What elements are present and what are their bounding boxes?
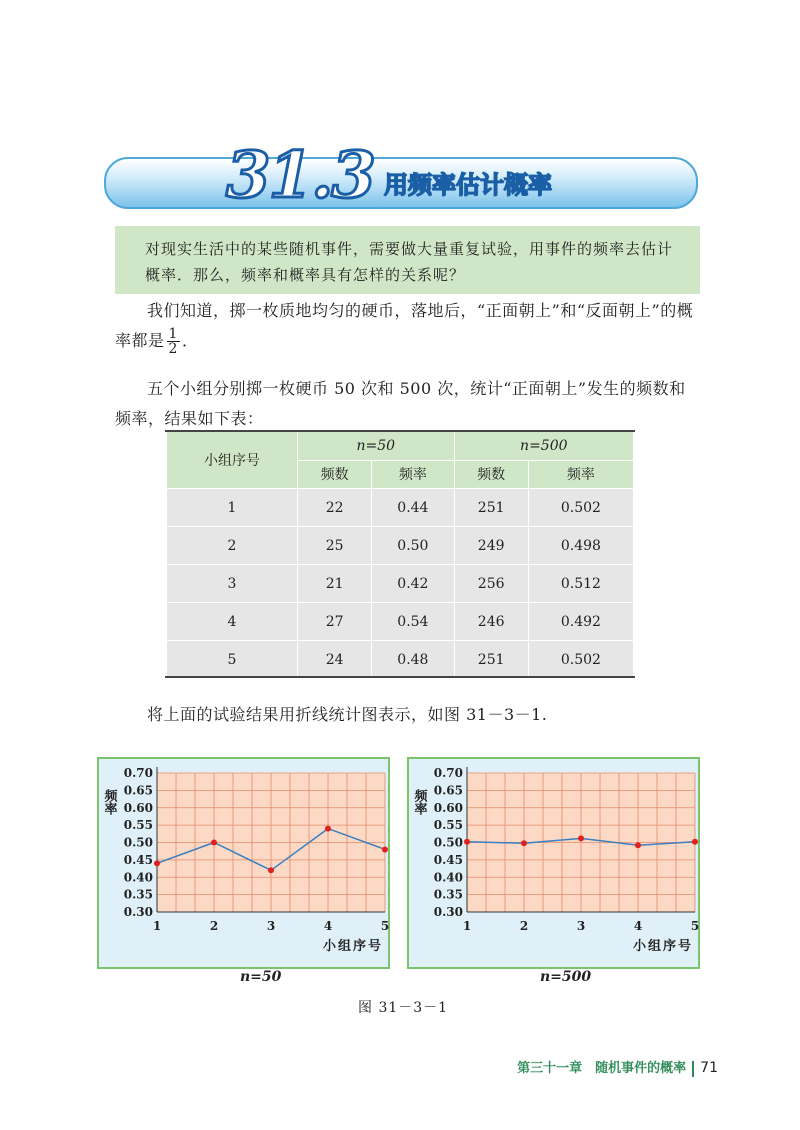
chart-caption-n50: [240, 969, 281, 985]
cell: 251: [454, 641, 528, 679]
data-point: [325, 826, 331, 832]
page-number: 71: [700, 1060, 718, 1076]
paragraph-coin: [115, 296, 700, 356]
data-point: [268, 867, 274, 873]
x-tick-label: 2: [209, 919, 219, 933]
table-row: [167, 565, 634, 603]
y-tick-label: 0.50: [433, 835, 463, 850]
cell: 0.502: [528, 641, 633, 679]
y-tick-label: 0.50: [123, 835, 153, 850]
y-tick-label: 0.60: [123, 800, 153, 815]
figure-caption: 图 31－3－1: [358, 1000, 449, 1016]
paragraph-experiment: 五个小组分别掷一枚硬币 50 次和 500 次，统计“正面朝上”发生的频数和频率，结果如下表：: [115, 379, 686, 428]
paragraph-coin-text: 我们知道，掷一枚质地均匀的硬币，落地后，“正面朝上”和“反面朝上”的概率都是: [115, 301, 694, 350]
y-axis-label: 频率: [101, 789, 117, 815]
cell: 0.44: [372, 489, 454, 527]
y-tick-label: 0.35: [433, 887, 463, 902]
cell: 0.54: [372, 603, 454, 641]
x-tick-label: 3: [266, 919, 276, 933]
chart-caption-n500: [540, 969, 591, 985]
intro-box: 对现实生活中的某些随机事件，需要做大量重复试验，用事件的频率去估计概率．那么，频率和概率具有怎样的关系呢？: [115, 226, 700, 294]
cell: 0.492: [528, 603, 633, 641]
section-number: 31.3: [226, 138, 374, 213]
header-n500: [454, 432, 633, 461]
cell: 249: [454, 527, 528, 565]
chart-n50: [99, 759, 388, 967]
header-n500-label: n=500: [520, 437, 568, 454]
data-point: [635, 842, 641, 848]
cell: 256: [454, 565, 528, 603]
y-tick-label: 0.40: [433, 870, 463, 885]
cell: 27: [298, 603, 372, 641]
subheader-freq-50: 频数: [298, 460, 372, 489]
paragraph-coin-end: ．: [181, 331, 199, 350]
cell: 0.48: [372, 641, 454, 679]
x-tick-label: 5: [380, 919, 390, 933]
cell: 0.502: [528, 489, 633, 527]
y-tick-label: 0.70: [433, 766, 463, 780]
y-tick-label: 0.45: [433, 852, 463, 867]
cell: 3: [167, 565, 298, 603]
data-point: [154, 860, 160, 866]
page-footer: [517, 1057, 718, 1077]
y-tick-label: 0.45: [123, 852, 153, 867]
subheader-rate-50: 频率: [372, 460, 454, 489]
subheader-rate-500: 频率: [528, 460, 633, 489]
data-point: [382, 846, 388, 852]
table-row: [167, 603, 634, 641]
fraction-one-half: [167, 327, 180, 356]
y-tick-label: 0.65: [123, 783, 153, 798]
chart-caption-n500-text: n=500: [540, 969, 592, 985]
section-title: 用频率估计概率: [384, 171, 552, 199]
y-tick-label: 0.30: [123, 905, 153, 919]
cell: 2: [167, 527, 298, 565]
header-n50: [298, 432, 455, 461]
cell: 22: [298, 489, 372, 527]
cell: 0.512: [528, 565, 633, 603]
x-tick-label: 1: [462, 919, 472, 933]
y-tick-label: 0.70: [123, 766, 153, 780]
x-tick-label: 3: [576, 919, 586, 933]
cell: 0.498: [528, 527, 633, 565]
y-tick-label: 0.65: [433, 783, 463, 798]
header-group: 小组序号: [167, 432, 298, 489]
fraction-denominator: 2: [168, 341, 178, 357]
fraction-numerator: 1: [168, 326, 178, 342]
table-row: [167, 641, 634, 679]
y-axis-label: 频率: [411, 789, 427, 815]
cell: 246: [454, 603, 528, 641]
data-point: [521, 840, 527, 846]
header-n50-label: n=50: [356, 437, 396, 454]
data-point: [211, 840, 217, 846]
y-tick-label: 0.55: [123, 818, 153, 833]
data-point: [578, 835, 584, 841]
data-point: [692, 839, 698, 845]
y-tick-label: 0.40: [123, 870, 153, 885]
y-tick-label: 0.35: [123, 887, 153, 902]
table-row: [167, 527, 634, 565]
cell: 251: [454, 489, 528, 527]
x-tick-label: 2: [519, 919, 529, 933]
cell: 0.50: [372, 527, 454, 565]
x-tick-label: 4: [633, 919, 643, 933]
x-tick-label: 5: [690, 919, 700, 933]
x-axis-label: 小组序号: [632, 939, 693, 954]
data-point: [464, 839, 470, 845]
subheader-freq-500: 频数: [454, 460, 528, 489]
paragraph-chart-intro: 将上面的试验结果用折线统计图表示，如图 31－3－1.: [147, 705, 548, 724]
cell: 21: [298, 565, 372, 603]
y-tick-label: 0.60: [433, 800, 463, 815]
x-tick-label: 4: [323, 919, 333, 933]
cell: 0.42: [372, 565, 454, 603]
cell: 25: [298, 527, 372, 565]
chart-caption-n50-text: n=50: [240, 969, 282, 985]
cell: 24: [298, 641, 372, 679]
cell: 5: [167, 641, 298, 679]
table-row: [167, 489, 634, 527]
chart-panel-n500: [407, 757, 700, 969]
cell: 1: [167, 489, 298, 527]
x-axis-label: 小组序号: [322, 939, 383, 954]
chart-panel-n50: [97, 757, 390, 969]
footer-divider: [692, 1061, 694, 1077]
footer-chapter: 第三十一章 随机事件的概率: [517, 1061, 687, 1076]
results-table: [166, 431, 634, 679]
y-tick-label: 0.55: [433, 818, 463, 833]
y-tick-label: 0.30: [433, 905, 463, 919]
chart-n500: [409, 759, 698, 967]
x-tick-label: 1: [152, 919, 162, 933]
cell: 4: [167, 603, 298, 641]
